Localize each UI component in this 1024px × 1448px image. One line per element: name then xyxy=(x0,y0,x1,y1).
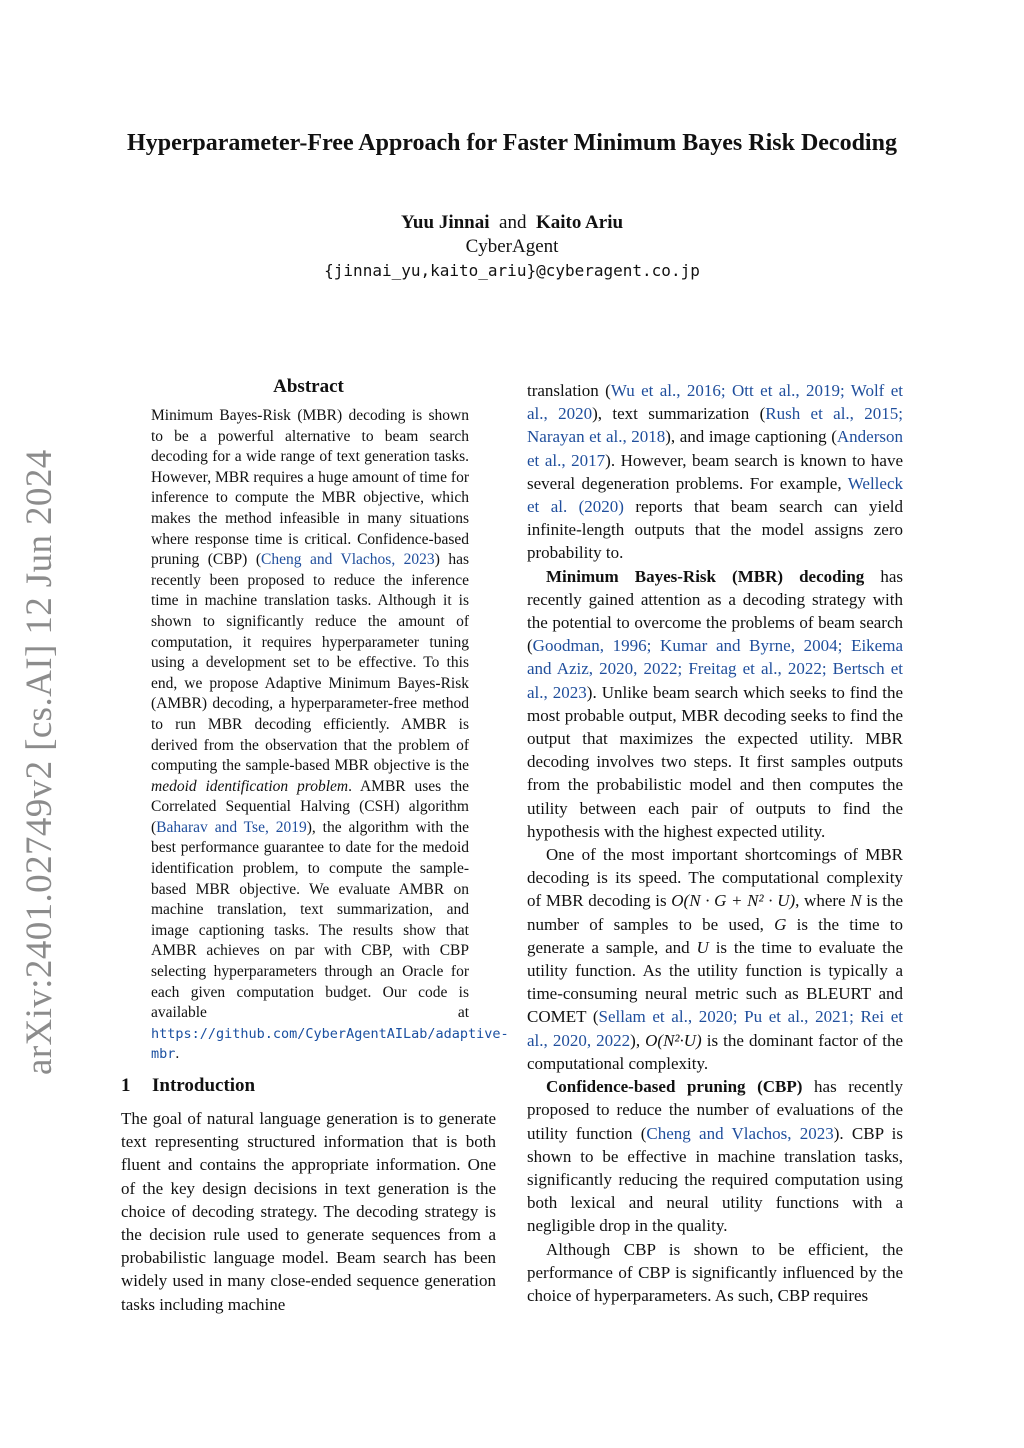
citation-link[interactable]: Welleck et al. (2020) xyxy=(527,473,903,517)
author-block xyxy=(0,211,1024,283)
text-run: ). However, beam search is known to have several degeneration problems. For example, xyxy=(527,450,903,493)
body-paragraph-mbr xyxy=(527,565,903,843)
text-run: is the number of samples to be used, xyxy=(527,891,904,934)
math-symbol: N xyxy=(850,891,862,911)
arxiv-identifier-stamp: arXiv:2401.02749v2 [cs.AI] 12 Jun 2024 xyxy=(19,449,60,1075)
body-paragraph-cbp xyxy=(527,1075,903,1237)
text-run: has recently proposed to reduce the number of evaluations of the utility function ( xyxy=(527,1077,903,1143)
body-paragraph-complexity xyxy=(527,843,903,1075)
abstract-text-run: . xyxy=(175,1045,180,1063)
citation-link[interactable]: Cheng and Vlachos, 2023 xyxy=(646,1123,834,1143)
author-name-2: Kaito Ariu xyxy=(535,212,624,233)
citation-link[interactable]: Anderson et al., 2017 xyxy=(527,427,903,470)
abstract-text xyxy=(151,406,509,1065)
text-run: ). Unlike beam search which seeks to find the most probable output, MBR decoding seeks to find the output that maximizes the expected utility. MBR decoding involves two steps. It first samples outputs from the probabilistic model and then computes the utility between each pair of outputs to find the hypothesis with the highest expected utility. xyxy=(527,682,903,841)
author-line xyxy=(0,211,1024,235)
left-column xyxy=(121,376,509,1316)
text-run: ), and image captioning ( xyxy=(665,427,837,447)
citation-link[interactable]: Rush et al., 2015; Narayan et al., 2018 xyxy=(527,404,903,447)
text-run: , where xyxy=(795,891,851,911)
abstract-text-run: Minimum Bayes-Risk (MBR) decoding is shown to be a powerful alternative to beam search decoding for a wide range of text generation tasks. However, MBR requires a huge amount of time for inference to compute the MBR objective, which makes the method infeasible in many situations where response time is critical. Confidence-based pruning (CBP) ( xyxy=(151,407,469,569)
abstract-heading: Abstract xyxy=(273,376,344,397)
text-run: ), text summarization ( xyxy=(592,404,766,424)
math-symbol: G xyxy=(774,914,787,934)
citation-link[interactable]: Wu et al., 2016; Ott et al., 2019; Wolf et al., 2020 xyxy=(527,381,904,424)
text-run: is the dominant factor of the computational complexity. xyxy=(527,1030,903,1073)
math-symbol: U xyxy=(696,937,709,957)
body-paragraph-hyperparameters xyxy=(527,1238,903,1308)
text-run: ), xyxy=(630,1030,646,1050)
right-column xyxy=(527,379,903,1307)
math-expression: O(N²·U) xyxy=(645,1030,702,1050)
text-run: is the time to generate a sample, and xyxy=(527,914,904,957)
paragraph-lead-term: Confidence-based pruning (CBP) xyxy=(546,1077,803,1097)
body-paragraph-1 xyxy=(527,379,903,565)
paragraph-lead-term: Minimum Bayes-Risk (MBR) decoding xyxy=(546,566,865,586)
text-run: One of the most important shortcomings of MBR decoding is its speed. The computational complexity of MBR decoding is xyxy=(527,845,903,911)
intro-paragraph: The goal of natural language generation is to generate text representing structured information that is both fluent and contains the appropriate information. One of the key design decisions in text generation is the choice of decoding strategy. The decoding strategy is the decision rule used to generate sequences from a probabilistic language model. Beam search has been widely used in many close-ended sequence generation tasks including machine xyxy=(121,1109,496,1314)
citation-link[interactable]: Cheng and Vlachos, 2023 xyxy=(260,551,435,569)
emphasis-term: medoid identification problem xyxy=(151,777,349,795)
text-run: has recently gained attention as a decoding strategy with the potential to overcome the problems of beam search ( xyxy=(527,566,903,656)
section-number: 1 xyxy=(121,1075,131,1096)
text-run: is the time to evaluate the utility function. As the utility function is typically a time-consuming neural metric such as BLEURT and COMET ( xyxy=(527,937,903,1027)
section-heading-introduction xyxy=(121,1075,496,1097)
author-conjunction: and xyxy=(499,212,527,233)
text-run: translation ( xyxy=(527,381,611,400)
math-expression: O(N · G + N² · U) xyxy=(671,891,796,911)
author-email[interactable]: {jinnai_yu,kaito_ariu}@cyberagent.co.jp xyxy=(324,261,700,280)
abstract-text-run: ), the algorithm with the best performance guarantee to date for the medoid identification problem, to compute the sample-based MBR objective. We evaluate AMBR on machine translation, text summarization, and image captioning tasks. The results show that AMBR achieves on par with CBP, with CBP selecting hyperparameters through an Oracle for each given computation budget. Our code is available at xyxy=(151,818,469,1022)
code-url-link[interactable]: https://github.com/CyberAgentAILab/adaptive-mbr xyxy=(151,1025,509,1063)
abstract-text-run: ) has recently been proposed to reduce the inference time in machine translation tasks. Although it is shown to significantly reduce the amount of computation, it requires hyperparameter tuning using a development set to be effective. To this end, we propose Adaptive Minimum Bayes-Risk (AMBR) decoding, a hyperparameter-free method to run MBR decoding efficiently. AMBR is derived from the observation that the problem of computing the sample-based MBR objective is the xyxy=(151,551,470,775)
affiliation: CyberAgent xyxy=(465,236,559,257)
citation-link[interactable]: Baharav and Tse, 2019 xyxy=(156,818,307,836)
citation-link[interactable]: Sellam et al., 2020; Pu et al., 2021; Rei et al., 2020, 2022 xyxy=(527,1007,903,1050)
text-run: reports that beam search can yield infinite-length outputs that the model assigns zero probability to. xyxy=(527,497,903,563)
section-title: Introduction xyxy=(152,1075,256,1096)
citation-link[interactable]: Goodman, 1996; Kumar and Byrne, 2004; Eikema and Aziz, 2020, 2022; Freitag et al., 2022; Bertsch et al., 2023 xyxy=(527,636,903,702)
paper-title: Hyperparameter-Free Approach for Faster Minimum Bayes Risk Decoding xyxy=(127,130,897,156)
text-run: ). CBP is shown to be effective in machine translation tasks, significantly reducing the required computation using both lexical and neural utility functions with a negligible drop in the quality. xyxy=(527,1123,903,1236)
abstract-text-run: . AMBR uses the Correlated Sequential Halving (CSH) algorithm ( xyxy=(151,777,469,836)
author-name-1: Yuu Jinnai xyxy=(400,212,490,233)
text-run: Although CBP is shown to be efficient, the performance of CBP is significantly influenced by the choice of hyperparameters. As such, CBP requires xyxy=(527,1239,903,1305)
